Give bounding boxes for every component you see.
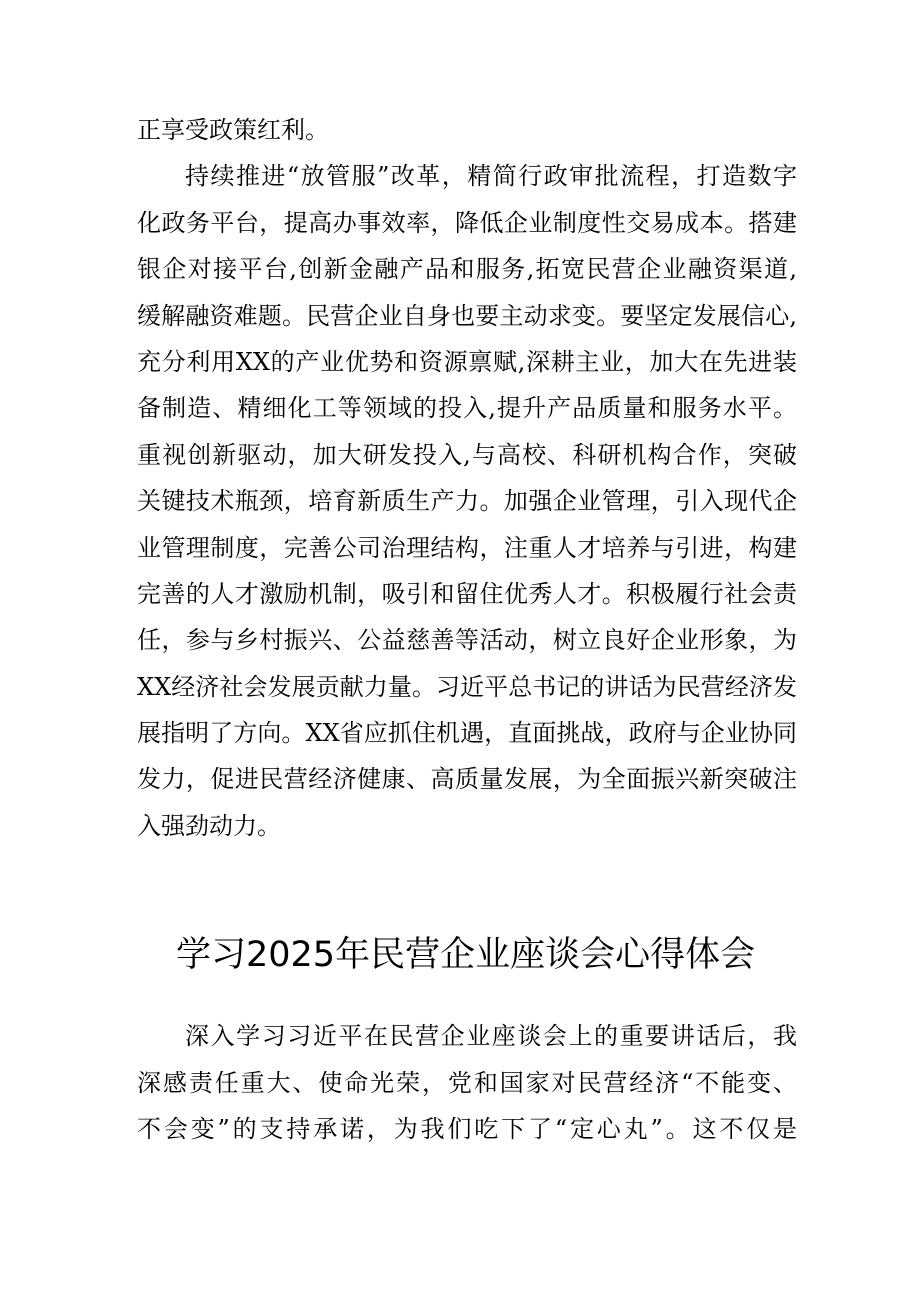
- text-line: 任，参与乡村振兴、公益慈善等活动，树立良好企业形象，为: [137, 626, 797, 655]
- text-line: 关键技术瓶颈，培育新质生产力。加强企业管理，引入现代企: [137, 487, 797, 516]
- text-line: 备制造、精细化工等领域的投入,提升产品质量和服务水平。: [137, 394, 797, 423]
- text-line: 发力，促进民营经济健康、高质量发展，为全面振兴新突破注: [137, 765, 797, 794]
- text-line: 深入学习习近平在民营企业座谈会上的重要讲话后，我: [185, 1022, 797, 1050]
- text-line: 完善的人才激励机制，吸引和留住优秀人才。积极履行社会责: [137, 579, 797, 608]
- body-text-section-1: [137, 112, 797, 854]
- text-line: 正享受政策红利。: [137, 116, 329, 144]
- section-heading: 学习2025年民营企业座谈会心得体会: [176, 935, 756, 975]
- text-line: 入强劲动力。: [137, 811, 281, 840]
- text-line: 缓解融资难题。民营企业自身也要主动求变。要坚定发展信心,: [137, 301, 797, 330]
- text-line: 重视创新驱动，加大研发投入,与高校、科研机构合作，突破: [137, 440, 797, 469]
- text-line: 充分利用XX的产业优势和资源禀赋,深耕主业，加大在先进装: [137, 347, 797, 376]
- text-line: 银企对接平台,创新金融产品和服务,拓宽民营企业融资渠道,: [137, 255, 797, 284]
- text-line: 持续推进“放管服”改革，精简行政审批流程，打造数字: [185, 162, 797, 191]
- text-line: 展指明了方向。XX省应抓住机遇，直面挑战，政府与企业协同: [137, 719, 797, 748]
- text-line: 化政务平台，提高办事效率，降低企业制度性交易成本。搭建: [137, 208, 797, 237]
- text-line: 业管理制度，完善公司治理结构，注重人才培养与引进，构建: [137, 533, 797, 562]
- text-line: XX经济社会发展贡献力量。习近平总书记的讲话为民营经济发: [137, 672, 797, 701]
- body-text-section-2: [137, 1018, 797, 1158]
- text-line: 不会变”的支持承诺，为我们吃下了“定心丸”。这不仅是: [137, 1115, 797, 1143]
- text-line: 深感责任重大、使命光荣，党和国家对民营经济“不能变、: [137, 1068, 797, 1097]
